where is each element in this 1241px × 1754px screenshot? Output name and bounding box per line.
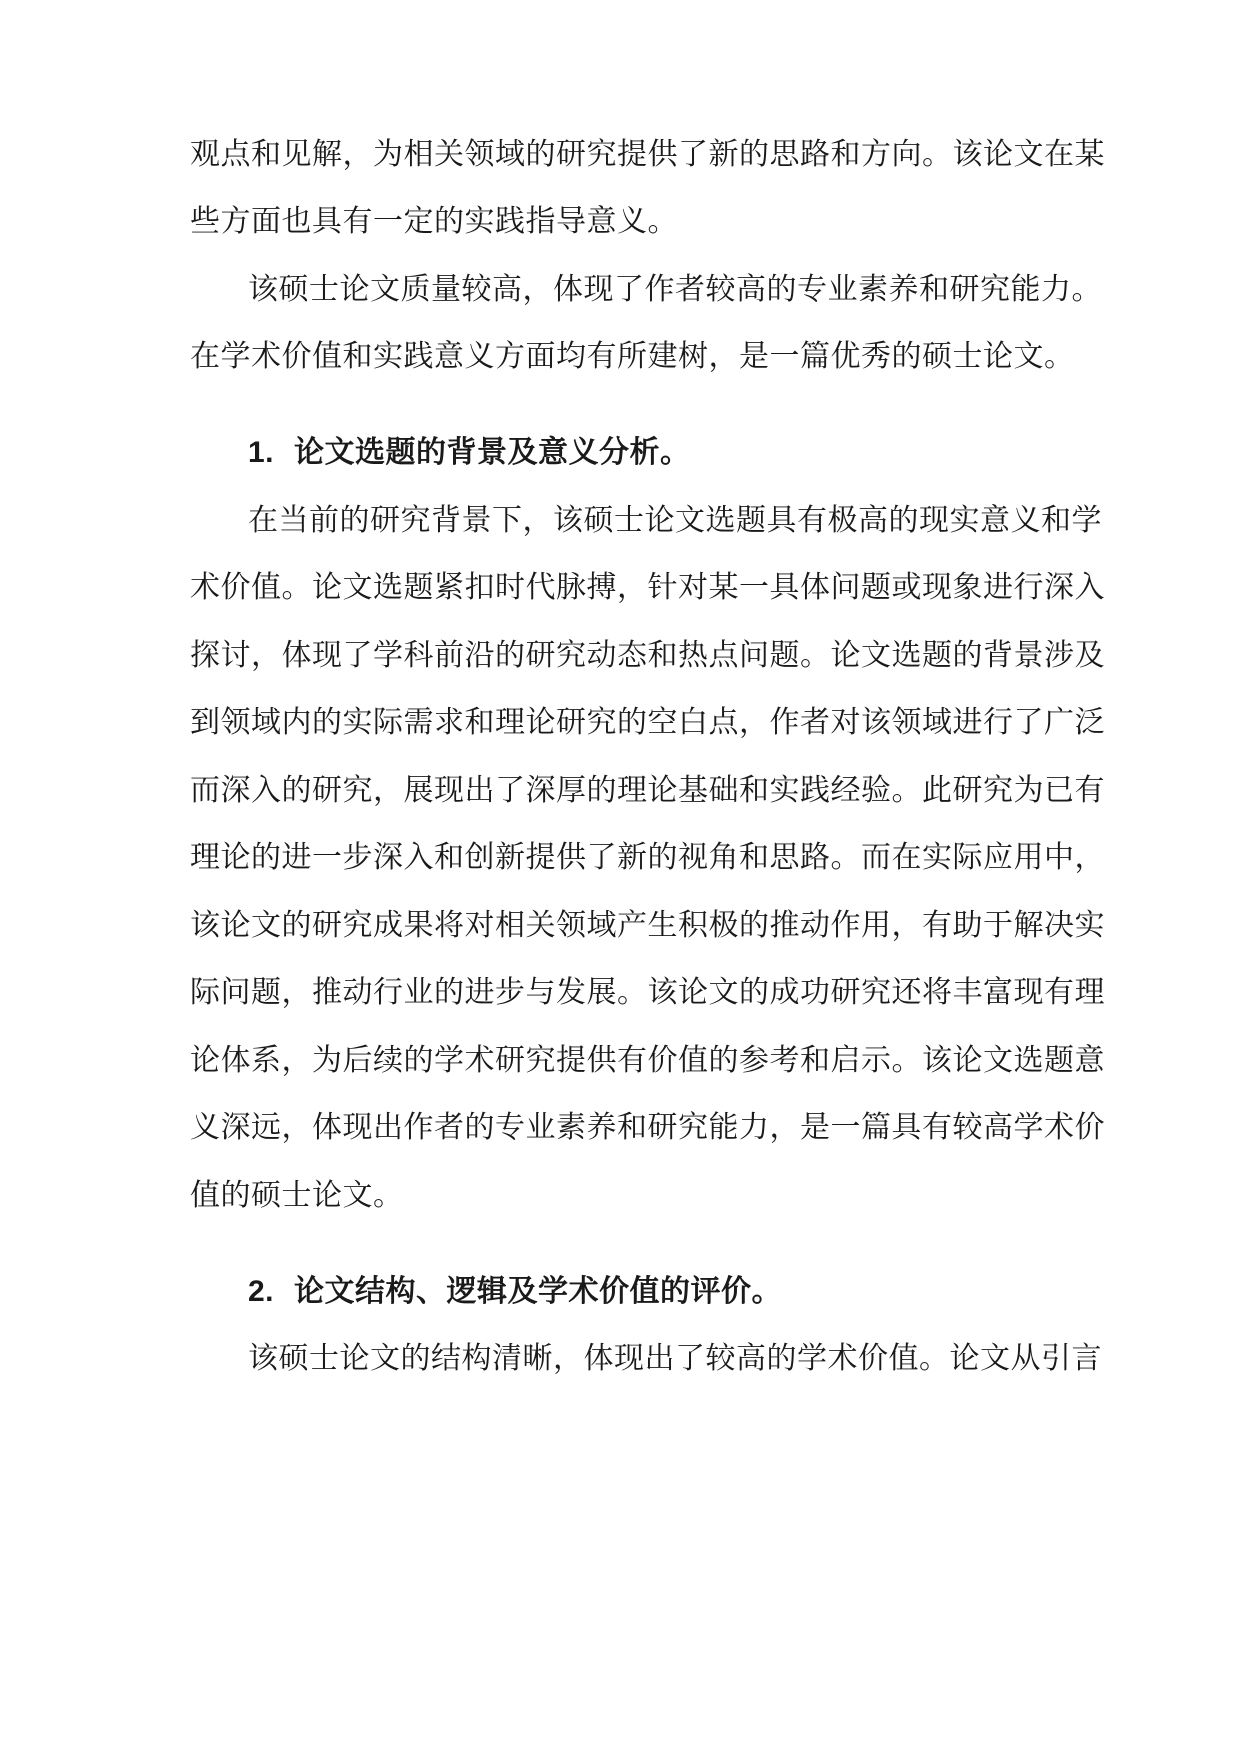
paragraph-line: 理论的进一步深入和创新提供了新的视角和思路。而在实际应用中，	[190, 840, 1105, 875]
paragraph-line: 该论文的研究成果将对相关领域产生积极的推动作用，有助于解决实	[190, 908, 1105, 943]
paragraph-line: 该硕士论文的结构清晰，体现出了较高的学术价值。论文从引言	[248, 1341, 1102, 1376]
paragraph-line: 些方面也具有一定的实践指导意义。	[190, 204, 678, 239]
paragraph-line: 在当前的研究背景下，该硕士论文选题具有极高的现实意义和学	[248, 503, 1102, 538]
paragraph-line: 际问题，推动行业的进步与发展。该论文的成功研究还将丰富现有理	[190, 975, 1105, 1010]
heading-number: 2.	[248, 1275, 275, 1308]
paragraph-line: 论体系，为后续的学术研究提供有价值的参考和启示。该论文选题意	[190, 1043, 1105, 1078]
heading-number: 1.	[248, 436, 275, 469]
heading-text: 论文结构、逻辑及学术价值的评价。	[294, 1274, 782, 1309]
paragraph-line: 术价值。论文选题紧扣时代脉搏，针对某一具体问题或现象进行深入	[190, 570, 1105, 605]
paragraph-line: 该硕士论文质量较高，体现了作者较高的专业素养和研究能力。	[248, 272, 1102, 307]
paragraph-line: 探讨，体现了学科前沿的研究动态和热点问题。论文选题的背景涉及	[190, 638, 1105, 673]
heading-text: 论文选题的背景及意义分析。	[294, 435, 691, 470]
section-heading-1	[248, 433, 1070, 473]
paragraph-line: 而深入的研究，展现出了深厚的理论基础和实践经验。此研究为已有	[190, 773, 1105, 808]
paragraph-line: 在学术价值和实践意义方面均有所建树，是一篇优秀的硕士论文。	[190, 339, 1075, 374]
paragraph-line: 义深远，体现出作者的专业素养和研究能力，是一篇具有较高学术价	[190, 1110, 1105, 1145]
section-heading-2	[248, 1272, 1070, 1312]
paragraph-line: 到领域内的实际需求和理论研究的空白点，作者对该领域进行了广泛	[190, 705, 1105, 740]
paragraph-line: 值的硕士论文。	[190, 1178, 404, 1213]
paragraph-line: 观点和见解，为相关领域的研究提供了新的思路和方向。该论文在某	[190, 137, 1105, 172]
